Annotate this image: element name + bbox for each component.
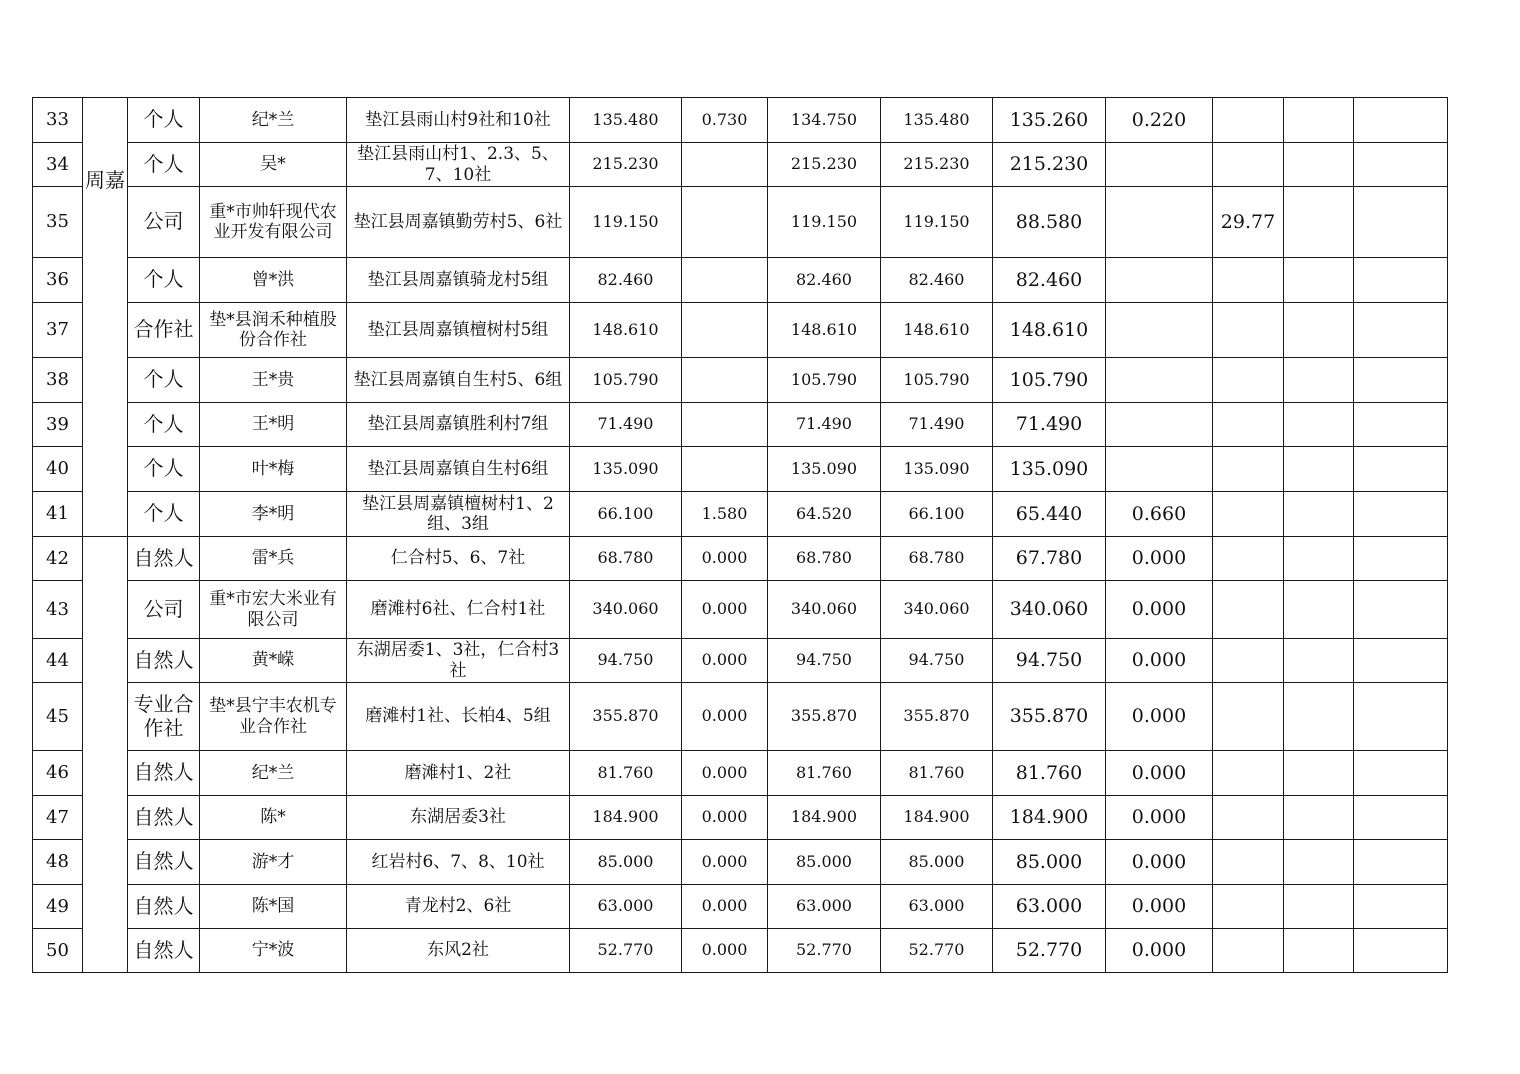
table-row <box>33 929 1448 973</box>
row-number-cell: 34 <box>33 143 83 187</box>
row-number-cell: 33 <box>33 98 83 143</box>
area-7-cell <box>1213 929 1284 973</box>
location-cell: 青龙村2、6社 <box>347 885 570 929</box>
area-1-cell: 66.100 <box>570 492 682 537</box>
area-3-cell: 215.230 <box>768 143 881 187</box>
table-row <box>33 581 1448 639</box>
location-cell: 仁合村5、6、7社 <box>347 537 570 581</box>
area-8-cell <box>1284 258 1354 303</box>
entity-name-cell: 黄*嵘 <box>200 639 347 683</box>
area-8-cell <box>1284 537 1354 581</box>
area-7-cell <box>1213 358 1284 403</box>
area-4-cell: 52.770 <box>881 929 993 973</box>
location-cell: 红岩村6、7、8、10社 <box>347 840 570 885</box>
entity-name-cell: 宁*波 <box>200 929 347 973</box>
entity-type-cell: 个人 <box>128 403 200 447</box>
table-row <box>33 303 1448 358</box>
table-row <box>33 403 1448 447</box>
row-number-cell: 40 <box>33 447 83 492</box>
entity-type-cell: 公司 <box>128 187 200 258</box>
area-8-cell <box>1284 581 1354 639</box>
area-8-cell <box>1284 403 1354 447</box>
area-3-cell: 355.870 <box>768 683 881 751</box>
area-2-cell: 0.000 <box>682 885 768 929</box>
area-1-cell: 105.790 <box>570 358 682 403</box>
area-6-cell: 0.000 <box>1106 581 1213 639</box>
area-3-cell: 63.000 <box>768 885 881 929</box>
entity-type-cell: 个人 <box>128 492 200 537</box>
area-8-cell <box>1284 751 1354 796</box>
area-7-cell <box>1213 303 1284 358</box>
area-6-cell: 0.000 <box>1106 929 1213 973</box>
area-2-cell: 0.000 <box>682 796 768 840</box>
area-5-cell: 63.000 <box>993 885 1106 929</box>
row-number-cell: 43 <box>33 581 83 639</box>
table-row <box>33 447 1448 492</box>
entity-name-cell: 垫*县宁丰农机专业合作社 <box>200 683 347 751</box>
area-6-cell: 0.000 <box>1106 639 1213 683</box>
location-cell: 磨滩村1、2社 <box>347 751 570 796</box>
area-6-cell: 0.660 <box>1106 492 1213 537</box>
area-2-cell <box>682 143 768 187</box>
table-row <box>33 840 1448 885</box>
area-5-cell: 71.490 <box>993 403 1106 447</box>
entity-type-cell: 自然人 <box>128 751 200 796</box>
entity-name-cell: 重*市宏大米业有限公司 <box>200 581 347 639</box>
entity-type-cell: 个人 <box>128 358 200 403</box>
area-7-cell <box>1213 639 1284 683</box>
area-4-cell: 94.750 <box>881 639 993 683</box>
area-4-cell: 71.490 <box>881 403 993 447</box>
area-4-cell: 85.000 <box>881 840 993 885</box>
table-row <box>33 796 1448 840</box>
area-7-cell <box>1213 403 1284 447</box>
area-3-cell: 85.000 <box>768 840 881 885</box>
area-1-cell: 82.460 <box>570 258 682 303</box>
area-4-cell: 215.230 <box>881 143 993 187</box>
row-number-cell: 46 <box>33 751 83 796</box>
area-4-cell: 68.780 <box>881 537 993 581</box>
row-number-cell: 37 <box>33 303 83 358</box>
area-7-cell: 29.77 <box>1213 187 1284 258</box>
area-8-cell <box>1284 929 1354 973</box>
entity-type-cell: 专业合作社 <box>128 683 200 751</box>
area-6-cell: 0.000 <box>1106 683 1213 751</box>
row-number-cell: 42 <box>33 537 83 581</box>
table-row <box>33 639 1448 683</box>
area-5-cell: 52.770 <box>993 929 1106 973</box>
table-row <box>33 683 1448 751</box>
location-cell: 垫江县周嘉镇勤劳村5、6社 <box>347 187 570 258</box>
area-7-cell <box>1213 581 1284 639</box>
area-9-cell <box>1354 929 1448 973</box>
area-5-cell: 88.580 <box>993 187 1106 258</box>
table-row <box>33 258 1448 303</box>
entity-type-cell: 个人 <box>128 143 200 187</box>
entity-type-cell: 自然人 <box>128 885 200 929</box>
area-6-cell <box>1106 187 1213 258</box>
area-2-cell: 0.000 <box>682 929 768 973</box>
area-2-cell <box>682 447 768 492</box>
area-4-cell: 81.760 <box>881 751 993 796</box>
area-2-cell: 1.580 <box>682 492 768 537</box>
area-3-cell: 94.750 <box>768 639 881 683</box>
area-9-cell <box>1354 447 1448 492</box>
area-9-cell <box>1354 303 1448 358</box>
location-cell: 磨滩村6社、仁合村1社 <box>347 581 570 639</box>
area-2-cell <box>682 403 768 447</box>
area-5-cell: 215.230 <box>993 143 1106 187</box>
entity-name-cell: 纪*兰 <box>200 98 347 143</box>
area-5-cell: 135.260 <box>993 98 1106 143</box>
area-4-cell: 135.480 <box>881 98 993 143</box>
entity-name-cell: 王*贵 <box>200 358 347 403</box>
area-1-cell: 94.750 <box>570 639 682 683</box>
area-9-cell <box>1354 537 1448 581</box>
area-5-cell: 85.000 <box>993 840 1106 885</box>
area-5-cell: 81.760 <box>993 751 1106 796</box>
entity-name-cell: 吴* <box>200 143 347 187</box>
area-3-cell: 148.610 <box>768 303 881 358</box>
location-cell: 垫江县周嘉镇自生村6组 <box>347 447 570 492</box>
row-number-cell: 44 <box>33 639 83 683</box>
area-8-cell <box>1284 492 1354 537</box>
area-4-cell: 119.150 <box>881 187 993 258</box>
location-cell: 东湖居委3社 <box>347 796 570 840</box>
area-8-cell <box>1284 358 1354 403</box>
area-2-cell: 0.000 <box>682 751 768 796</box>
location-cell: 垫江县周嘉镇檀树村1、2组、3组 <box>347 492 570 537</box>
area-4-cell: 340.060 <box>881 581 993 639</box>
entity-type-cell: 公司 <box>128 581 200 639</box>
entity-type-cell: 个人 <box>128 98 200 143</box>
area-7-cell <box>1213 683 1284 751</box>
area-1-cell: 184.900 <box>570 796 682 840</box>
area-2-cell: 0.000 <box>682 639 768 683</box>
area-5-cell: 67.780 <box>993 537 1106 581</box>
table-row <box>33 751 1448 796</box>
area-4-cell: 105.790 <box>881 358 993 403</box>
area-3-cell: 135.090 <box>768 447 881 492</box>
entity-type-cell: 合作社 <box>128 303 200 358</box>
area-4-cell: 135.090 <box>881 447 993 492</box>
area-8-cell <box>1284 639 1354 683</box>
location-cell: 东湖居委1、3社，仁合村3社 <box>347 639 570 683</box>
area-3-cell: 134.750 <box>768 98 881 143</box>
table-body <box>33 98 1448 973</box>
table-row <box>33 98 1448 143</box>
area-6-cell: 0.000 <box>1106 751 1213 796</box>
area-4-cell: 66.100 <box>881 492 993 537</box>
entity-type-cell: 自然人 <box>128 929 200 973</box>
area-6-cell <box>1106 403 1213 447</box>
entity-name-cell: 陈* <box>200 796 347 840</box>
area-2-cell: 0.730 <box>682 98 768 143</box>
area-2-cell: 0.000 <box>682 581 768 639</box>
area-6-cell <box>1106 303 1213 358</box>
area-6-cell: 0.000 <box>1106 537 1213 581</box>
entity-type-cell: 自然人 <box>128 796 200 840</box>
area-9-cell <box>1354 796 1448 840</box>
row-number-cell: 47 <box>33 796 83 840</box>
area-8-cell <box>1284 840 1354 885</box>
location-cell: 垫江县雨山村1、2.3、5、7、10社 <box>347 143 570 187</box>
area-6-cell <box>1106 143 1213 187</box>
area-7-cell <box>1213 492 1284 537</box>
area-8-cell <box>1284 447 1354 492</box>
location-cell: 垫江县周嘉镇骑龙村5组 <box>347 258 570 303</box>
entity-type-cell: 个人 <box>128 258 200 303</box>
area-1-cell: 355.870 <box>570 683 682 751</box>
entity-name-cell: 重*市帅轩现代农业开发有限公司 <box>200 187 347 258</box>
area-2-cell <box>682 303 768 358</box>
town-label: 周嘉 <box>85 168 125 192</box>
location-cell: 垫江县雨山村9社和10社 <box>347 98 570 143</box>
entity-type-cell: 个人 <box>128 447 200 492</box>
area-8-cell <box>1284 796 1354 840</box>
entity-name-cell: 雷*兵 <box>200 537 347 581</box>
row-number-cell: 36 <box>33 258 83 303</box>
town-group-cell <box>83 537 128 973</box>
area-2-cell <box>682 187 768 258</box>
entity-name-cell: 叶*梅 <box>200 447 347 492</box>
area-1-cell: 135.090 <box>570 447 682 492</box>
area-1-cell: 81.760 <box>570 751 682 796</box>
area-2-cell: 0.000 <box>682 840 768 885</box>
area-4-cell: 355.870 <box>881 683 993 751</box>
area-5-cell: 135.090 <box>993 447 1106 492</box>
location-cell: 垫江县周嘉镇自生村5、6组 <box>347 358 570 403</box>
table-row <box>33 492 1448 537</box>
area-9-cell <box>1354 492 1448 537</box>
entity-name-cell: 垫*县润禾种植股份合作社 <box>200 303 347 358</box>
entity-name-cell: 纪*兰 <box>200 751 347 796</box>
area-4-cell: 184.900 <box>881 796 993 840</box>
area-1-cell: 85.000 <box>570 840 682 885</box>
area-2-cell: 0.000 <box>682 537 768 581</box>
area-7-cell <box>1213 258 1284 303</box>
entity-type-cell: 自然人 <box>128 840 200 885</box>
area-9-cell <box>1354 751 1448 796</box>
area-1-cell: 63.000 <box>570 885 682 929</box>
area-1-cell: 215.230 <box>570 143 682 187</box>
area-9-cell <box>1354 403 1448 447</box>
area-7-cell <box>1213 885 1284 929</box>
area-8-cell <box>1284 187 1354 258</box>
area-7-cell <box>1213 143 1284 187</box>
row-number-cell: 49 <box>33 885 83 929</box>
area-4-cell: 82.460 <box>881 258 993 303</box>
entity-type-cell: 自然人 <box>128 639 200 683</box>
area-6-cell: 0.000 <box>1106 885 1213 929</box>
area-9-cell <box>1354 358 1448 403</box>
area-3-cell: 119.150 <box>768 187 881 258</box>
area-1-cell: 68.780 <box>570 537 682 581</box>
area-5-cell: 82.460 <box>993 258 1106 303</box>
area-5-cell: 355.870 <box>993 683 1106 751</box>
area-1-cell: 340.060 <box>570 581 682 639</box>
area-8-cell <box>1284 885 1354 929</box>
area-6-cell: 0.000 <box>1106 796 1213 840</box>
area-9-cell <box>1354 187 1448 258</box>
area-6-cell <box>1106 358 1213 403</box>
area-3-cell: 68.780 <box>768 537 881 581</box>
area-2-cell <box>682 358 768 403</box>
area-9-cell <box>1354 840 1448 885</box>
row-number-cell: 38 <box>33 358 83 403</box>
area-1-cell: 52.770 <box>570 929 682 973</box>
row-number-cell: 45 <box>33 683 83 751</box>
area-9-cell <box>1354 581 1448 639</box>
area-5-cell: 148.610 <box>993 303 1106 358</box>
area-9-cell <box>1354 885 1448 929</box>
area-1-cell: 135.480 <box>570 98 682 143</box>
area-9-cell <box>1354 639 1448 683</box>
location-cell: 磨滩村1社、长柏4、5组 <box>347 683 570 751</box>
area-7-cell <box>1213 840 1284 885</box>
area-5-cell: 94.750 <box>993 639 1106 683</box>
row-number-cell: 35 <box>33 187 83 258</box>
area-1-cell: 148.610 <box>570 303 682 358</box>
entity-name-cell: 陈*国 <box>200 885 347 929</box>
area-9-cell <box>1354 683 1448 751</box>
area-3-cell: 184.900 <box>768 796 881 840</box>
area-2-cell <box>682 258 768 303</box>
area-5-cell: 184.900 <box>993 796 1106 840</box>
area-7-cell <box>1213 447 1284 492</box>
area-1-cell: 71.490 <box>570 403 682 447</box>
row-number-cell: 50 <box>33 929 83 973</box>
entity-name-cell: 游*才 <box>200 840 347 885</box>
area-3-cell: 82.460 <box>768 258 881 303</box>
town-group-cell <box>83 98 128 537</box>
row-number-cell: 39 <box>33 403 83 447</box>
entity-name-cell: 王*明 <box>200 403 347 447</box>
area-9-cell <box>1354 258 1448 303</box>
location-cell: 东风2社 <box>347 929 570 973</box>
area-4-cell: 63.000 <box>881 885 993 929</box>
area-8-cell <box>1284 143 1354 187</box>
area-7-cell <box>1213 537 1284 581</box>
table-row <box>33 885 1448 929</box>
area-7-cell <box>1213 751 1284 796</box>
area-5-cell: 340.060 <box>993 581 1106 639</box>
entity-name-cell: 李*明 <box>200 492 347 537</box>
area-8-cell <box>1284 683 1354 751</box>
row-number-cell: 48 <box>33 840 83 885</box>
area-4-cell: 148.610 <box>881 303 993 358</box>
area-3-cell: 52.770 <box>768 929 881 973</box>
area-9-cell <box>1354 98 1448 143</box>
area-8-cell <box>1284 98 1354 143</box>
area-9-cell <box>1354 143 1448 187</box>
row-number-cell: 41 <box>33 492 83 537</box>
area-6-cell: 0.220 <box>1106 98 1213 143</box>
area-3-cell: 71.490 <box>768 403 881 447</box>
area-7-cell <box>1213 796 1284 840</box>
area-7-cell <box>1213 98 1284 143</box>
entity-type-cell: 自然人 <box>128 537 200 581</box>
table-row <box>33 143 1448 187</box>
area-3-cell: 105.790 <box>768 358 881 403</box>
area-2-cell: 0.000 <box>682 683 768 751</box>
area-3-cell: 340.060 <box>768 581 881 639</box>
area-8-cell <box>1284 303 1354 358</box>
table-row <box>33 187 1448 258</box>
area-1-cell: 119.150 <box>570 187 682 258</box>
table-row <box>33 537 1448 581</box>
area-5-cell: 105.790 <box>993 358 1106 403</box>
land-table <box>32 97 1448 973</box>
area-6-cell <box>1106 258 1213 303</box>
location-cell: 垫江县周嘉镇檀树村5组 <box>347 303 570 358</box>
location-cell: 垫江县周嘉镇胜利村7组 <box>347 403 570 447</box>
area-5-cell: 65.440 <box>993 492 1106 537</box>
area-3-cell: 64.520 <box>768 492 881 537</box>
area-6-cell: 0.000 <box>1106 840 1213 885</box>
area-3-cell: 81.760 <box>768 751 881 796</box>
entity-name-cell: 曾*洪 <box>200 258 347 303</box>
area-6-cell <box>1106 447 1213 492</box>
table-row <box>33 358 1448 403</box>
